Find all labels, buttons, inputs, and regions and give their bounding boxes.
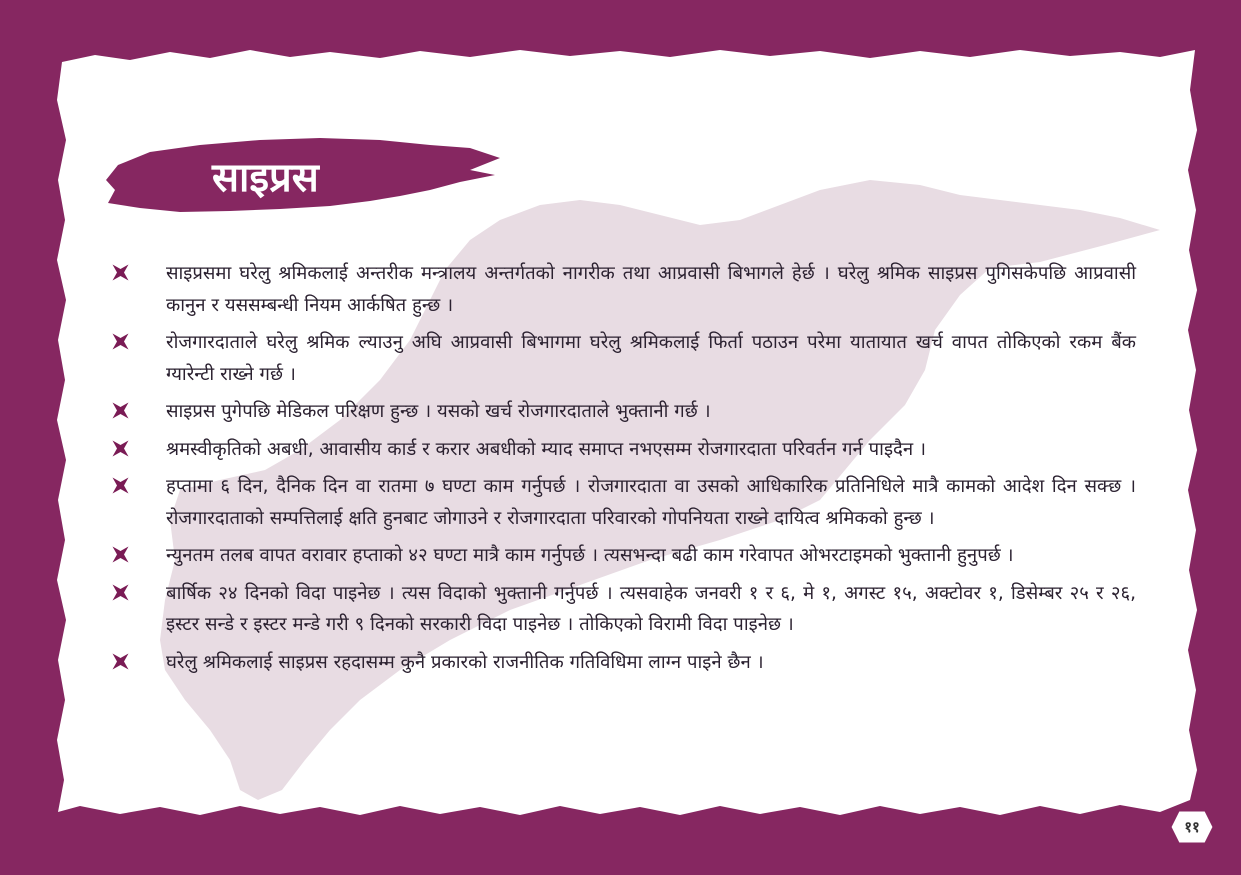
list-item-text: श्रमस्वीकृतिको अबधी, आवासीय कार्ड र करार अबधीको म्याद समाप्त नभएसम्म रोजगारदाता परिवर्तन गर्न पाइदैन । (166, 438, 927, 460)
four-point-star-icon (112, 402, 129, 419)
list-item (110, 471, 1136, 534)
list-item (110, 434, 1136, 466)
list-item-text: साइप्रस पुगेपछि मेडिकल परिक्षण हुन्छ । यसको खर्च रोजगारदाताले भुक्तानी गर्छ । (166, 401, 711, 422)
list-item (110, 647, 1136, 679)
four-point-star-icon (112, 264, 129, 281)
four-point-star-icon (112, 440, 129, 457)
list-item (110, 258, 1136, 321)
four-point-star-icon (112, 584, 129, 601)
four-point-star-icon (112, 546, 129, 563)
list-item-text: हप्तामा ६ दिन, दैनिक दिन वा रातमा ७ घण्टा काम गर्नुपर्छ । रोजगारदाता वा उसको आधिकारिक प्रतिनिधिले मात्रै कामको आदेश दिन सक्छ । रोजगारदाताको सम्पत्तिलाई क्षति हुनबाट जोगाउने र रोजगारदाता परिवारको गोपनियता राख्ने दायित्व श्रमिकको हुन्छ । (166, 476, 1136, 529)
list-item-text: घरेलु श्रमिकलाई साइप्रस रहदासम्म कुनै प्रकारको राजनीतिक गतिविधिमा लाग्न पाइने छैन । (166, 651, 764, 673)
list-item (110, 540, 1136, 572)
bullet-list (110, 258, 1136, 684)
list-item-text: बार्षिक २४ दिनको विदा पाइनेछ । त्यस विदाको भुक्तानी गर्नुपर्छ । त्यसवाहेक जनवरी १ र ६, मे १, अगस्ट १५, अक्टोवर १, डिसेम्बर २५ र २६, इस्टर सन्डे र इस्टर मन्डे गरी ९ दिनको सरकारी विदा पाइनेछ । तोकिएको विरामी विदा पाइनेछ । (166, 582, 1136, 635)
four-point-star-icon (112, 477, 129, 494)
page-title: साइप्रस (212, 155, 319, 201)
page-number: ११ (1184, 818, 1200, 836)
list-item (110, 396, 1136, 428)
list-item (110, 327, 1136, 390)
page-number-badge (1170, 810, 1214, 844)
four-point-star-icon (112, 653, 129, 670)
four-point-star-icon (112, 333, 129, 350)
list-item-text: रोजगारदाताले घरेलु श्रमिक ल्याउनु अघि आप्रवासी बिभागमा घरेलु श्रमिकलाई फिर्ता पठाउन परेमा यातायात खर्च वापत तोकिएको रकम बैंक ग्यारेन्टी राख्ने गर्छ । (166, 332, 1136, 385)
list-item-text: साइप्रसमा घरेलु श्रमिकलाई अन्तरीक मन्त्रालय अन्तर्गतको नागरीक तथा आप्रवासी बिभागले हेर्छ । घरेलु श्रमिक साइप्रस पुगिसकेपछि आप्रवासी कानुन र यससम्बन्धी नियम आर्कषित हुन्छ । (166, 263, 1136, 316)
list-item (110, 578, 1136, 641)
list-item-text: न्युनतम तलब वापत वरावार हप्ताको ४२ घण्टा मात्रै काम गर्नुपर्छ । त्यसभन्दा बढी काम गरेवापत ओभरटाइमको भुक्तानी हुनुपर्छ । (166, 545, 1014, 566)
